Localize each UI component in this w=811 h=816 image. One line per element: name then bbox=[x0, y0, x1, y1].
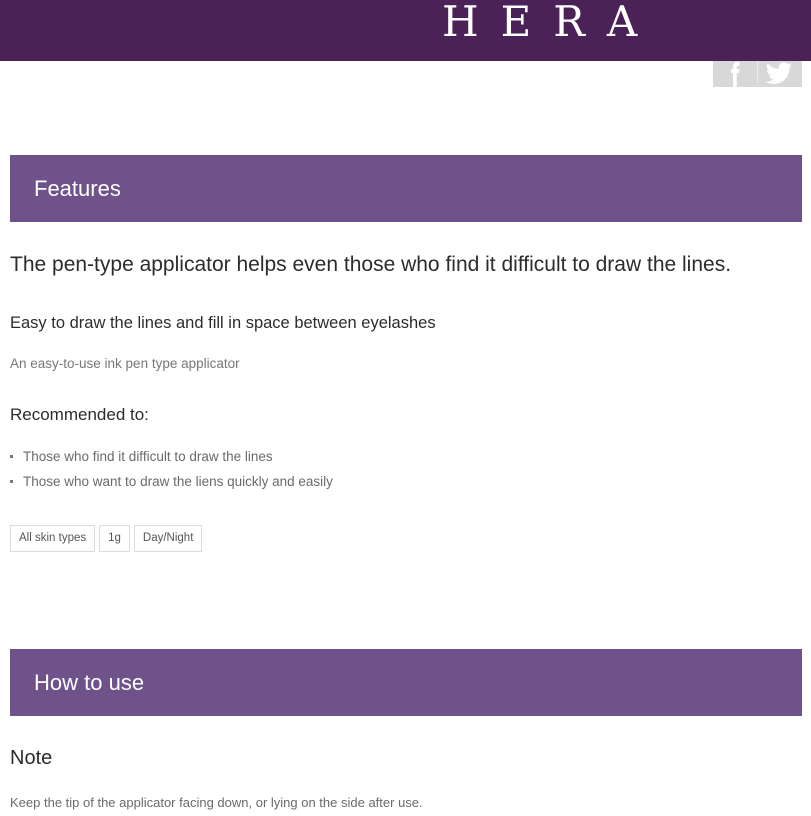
facebook-icon bbox=[713, 61, 757, 87]
recommended-list bbox=[10, 447, 333, 497]
note-title: Note bbox=[10, 747, 53, 769]
facebook-share-button[interactable] bbox=[713, 61, 757, 87]
recommended-title: Recommended to: bbox=[10, 405, 149, 424]
features-section-header bbox=[10, 155, 802, 222]
list-item bbox=[10, 472, 333, 497]
how-to-use-section-header bbox=[10, 649, 802, 716]
bullet-icon bbox=[10, 480, 13, 483]
product-tags bbox=[10, 525, 202, 551]
list-item-text: Those who find it difficult to draw the lines bbox=[23, 449, 273, 464]
site-header bbox=[0, 0, 811, 61]
features-title: Features bbox=[34, 176, 121, 201]
how-to-use-title: How to use bbox=[34, 670, 145, 695]
tag-skin-type: All skin types bbox=[10, 525, 95, 552]
tag-volume: 1g bbox=[99, 525, 130, 552]
tag-usage-time: Day/Night bbox=[134, 525, 203, 552]
share-buttons bbox=[713, 61, 802, 87]
list-item-text: Those who want to draw the liens quickly and easily bbox=[23, 474, 333, 489]
features-headline: The pen-type applicator helps even those who find it difficult to draw the lines. bbox=[10, 253, 732, 276]
brand-logo[interactable]: HERA bbox=[442, 0, 660, 46]
list-item bbox=[10, 447, 333, 472]
note-text: Keep the tip of the applicator facing down, or lying on the side after use. bbox=[10, 795, 423, 810]
twitter-icon bbox=[758, 61, 802, 87]
features-subhead: Easy to draw the lines and fill in space between eyelashes bbox=[10, 314, 436, 332]
twitter-share-button[interactable] bbox=[758, 61, 802, 87]
bullet-icon bbox=[10, 455, 13, 458]
features-description: An easy-to-use ink pen type applicator bbox=[10, 356, 240, 371]
